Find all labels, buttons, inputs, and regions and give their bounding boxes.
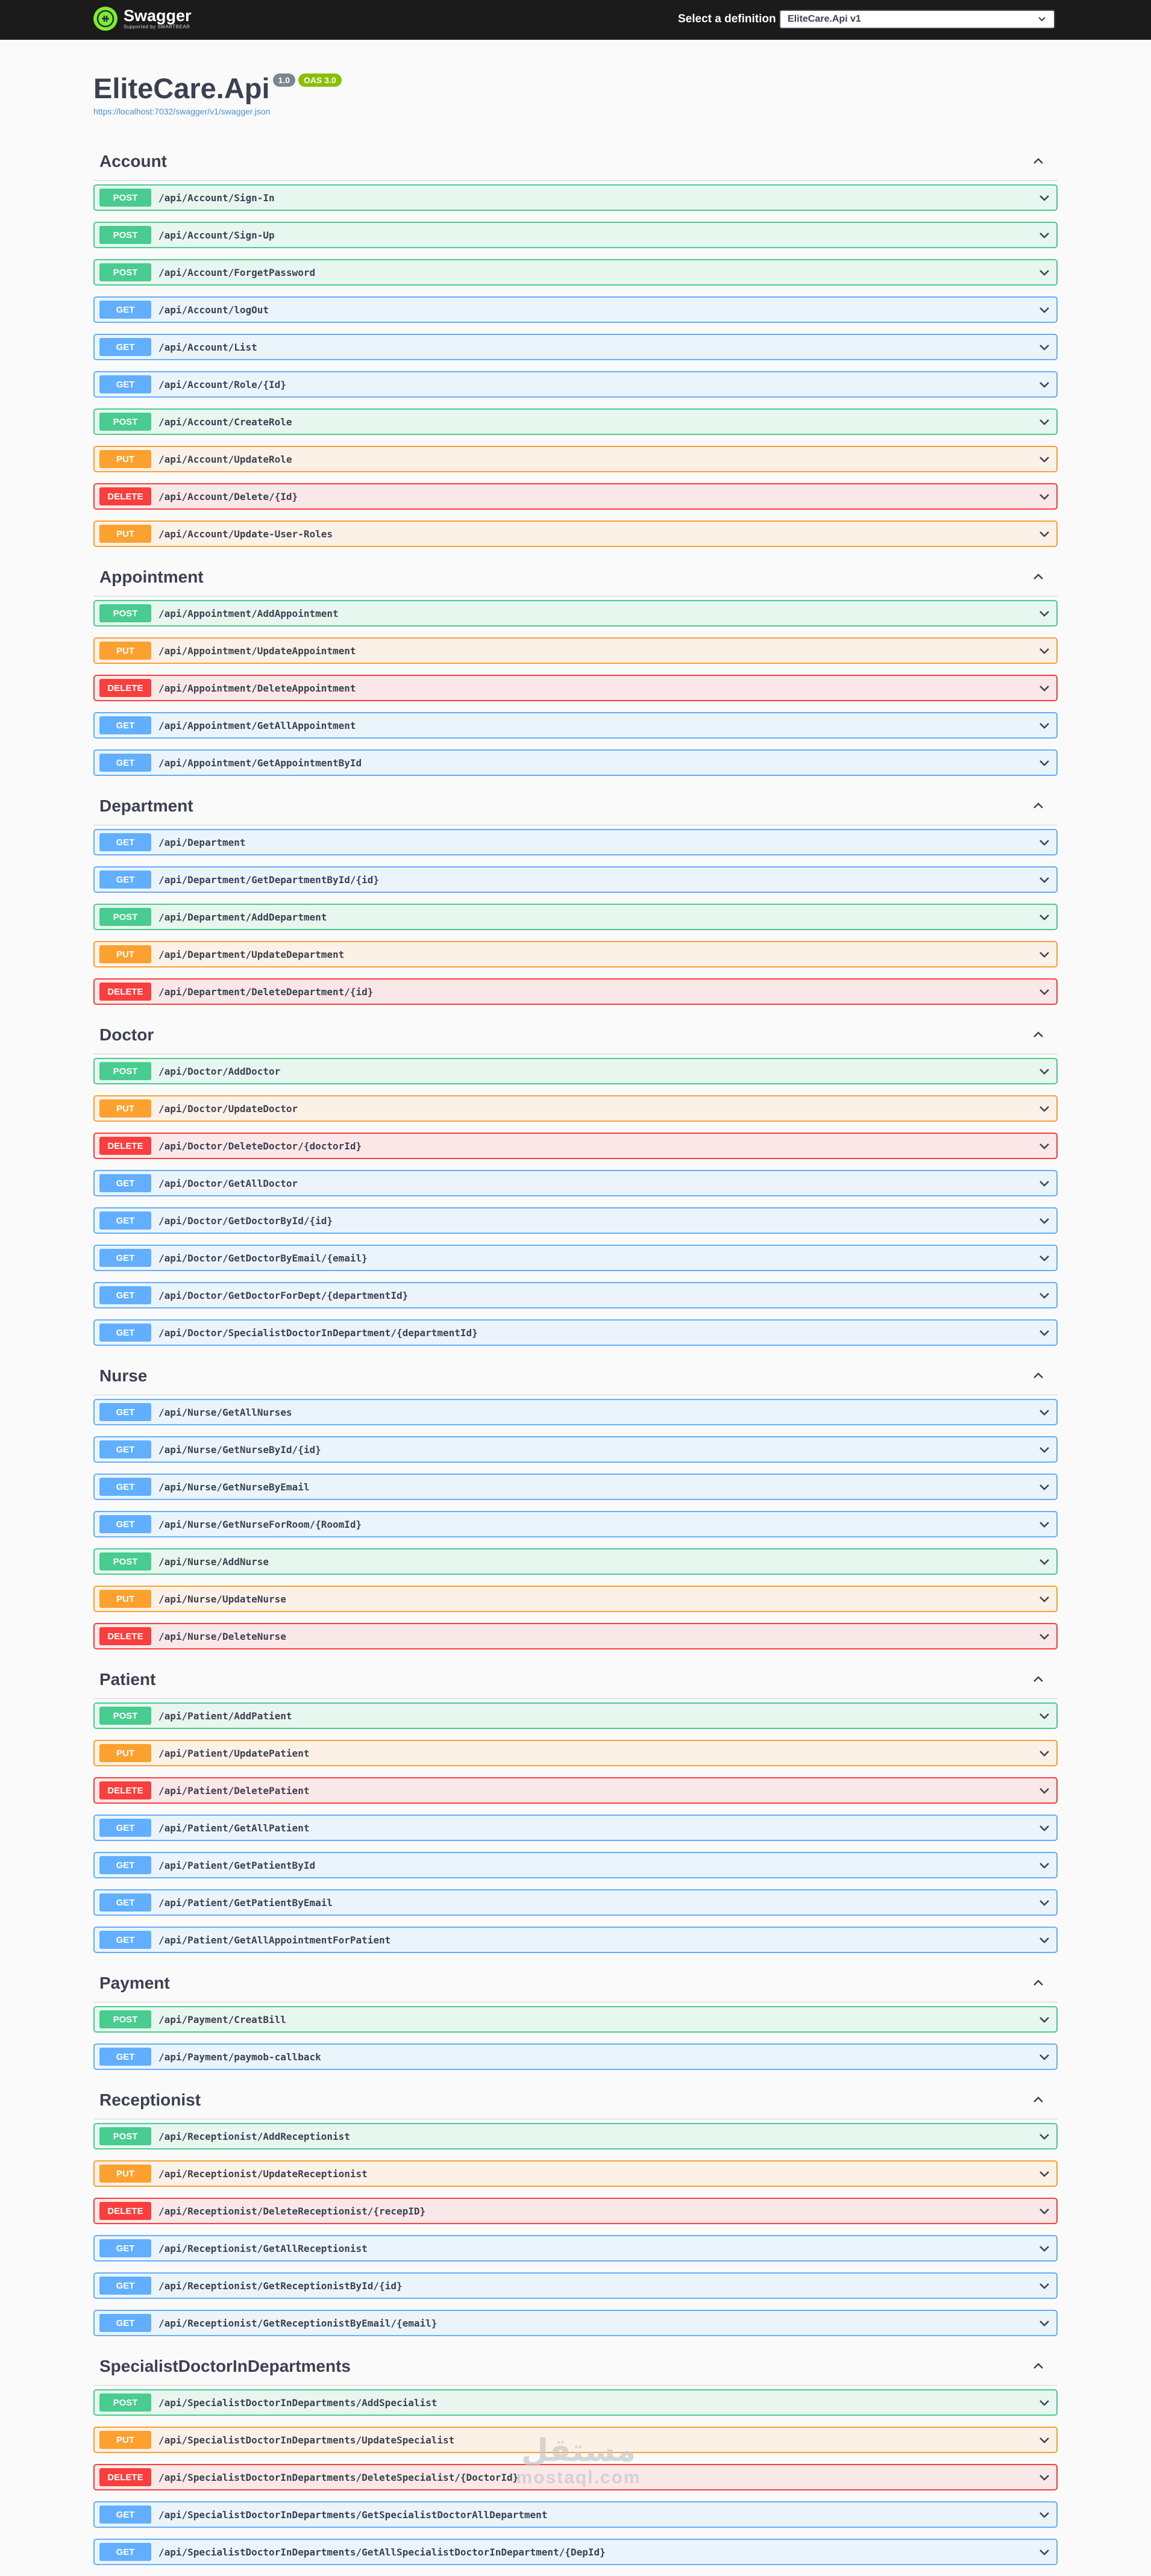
chevron-down-icon[interactable] bbox=[1037, 1629, 1052, 1643]
oas-badge: OAS 3.0 bbox=[298, 73, 342, 87]
operation-row[interactable] bbox=[93, 600, 1058, 627]
method-badge: PUT bbox=[99, 642, 151, 660]
operation-path: /api/Doctor/SpecialistDoctorInDepartment/{departmentId} bbox=[158, 1327, 478, 1339]
operation-row[interactable] bbox=[93, 1889, 1058, 1916]
chevron-down-icon[interactable] bbox=[1037, 1895, 1052, 1910]
method-badge: POST bbox=[99, 2010, 151, 2028]
tag-header[interactable] bbox=[93, 2347, 1058, 2386]
tag-section-payment bbox=[93, 1964, 1058, 2070]
chevron-down-icon[interactable] bbox=[1037, 489, 1052, 504]
method-badge: GET bbox=[99, 1931, 151, 1949]
operation-path: /api/Receptionist/GetReceptionistById/{id} bbox=[158, 2280, 403, 2292]
chevron-down-icon[interactable] bbox=[1037, 2166, 1052, 2181]
tag-header[interactable] bbox=[93, 558, 1058, 596]
operation-path: /api/Receptionist/GetAllReceptionist bbox=[158, 2242, 368, 2254]
chevron-up-icon bbox=[1031, 1672, 1046, 1687]
chevron-down-icon[interactable] bbox=[1037, 190, 1052, 205]
chevron-up-icon bbox=[1031, 2093, 1046, 2107]
topbar bbox=[0, 0, 1151, 40]
operation-row[interactable] bbox=[93, 1702, 1058, 1729]
operation-path: /api/Nurse/GetNurseByEmail bbox=[158, 1481, 310, 1493]
chevron-down-icon[interactable] bbox=[1037, 414, 1052, 429]
watermark-latin: mostaql.com bbox=[516, 2468, 641, 2487]
chevron-down-icon[interactable] bbox=[1037, 1139, 1052, 1153]
operation-row[interactable] bbox=[93, 334, 1058, 360]
operations-list bbox=[93, 142, 1058, 2576]
chevron-down-icon[interactable] bbox=[1037, 2012, 1052, 2027]
operation-path: /api/Patient/GetAllPatient bbox=[158, 1822, 310, 1834]
operation-path: /api/Department bbox=[158, 836, 246, 848]
chevron-down-icon[interactable] bbox=[1037, 872, 1052, 887]
chevron-down-icon[interactable] bbox=[1037, 1933, 1052, 1947]
operation-row[interactable] bbox=[93, 483, 1058, 510]
operation-path: /api/Account/Update-User-Roles bbox=[158, 528, 333, 540]
operation-path: /api/Appointment/UpdateAppointment bbox=[158, 645, 356, 657]
operation-row[interactable] bbox=[93, 2389, 1058, 2416]
operation-row[interactable] bbox=[93, 1170, 1058, 1196]
method-badge: GET bbox=[99, 338, 151, 356]
tag-section-nurse bbox=[93, 1357, 1058, 1649]
tag-section-patient bbox=[93, 1660, 1058, 1953]
operation-path: /api/Patient/GetPatientById bbox=[158, 1859, 316, 1871]
method-badge: PUT bbox=[99, 945, 151, 963]
tag-section-receptionist bbox=[93, 2081, 1058, 2336]
method-badge: GET bbox=[99, 716, 151, 734]
chevron-down-icon[interactable] bbox=[1037, 1176, 1052, 1190]
tag-name: Nurse bbox=[99, 1366, 148, 1385]
operation-path: /api/Doctor/GetDoctorByEmail/{email} bbox=[158, 1252, 368, 1264]
method-badge: GET bbox=[99, 1478, 151, 1496]
chevron-down-icon[interactable] bbox=[1037, 1442, 1052, 1457]
chevron-down-icon[interactable] bbox=[1037, 910, 1052, 924]
method-badge: GET bbox=[99, 301, 151, 319]
tag-name: Payment bbox=[99, 1973, 170, 1992]
operation-path: /api/Nurse/UpdateNurse bbox=[158, 1593, 286, 1605]
chevron-up-icon bbox=[1031, 154, 1046, 169]
method-badge: DELETE bbox=[99, 679, 151, 697]
chevron-down-icon[interactable] bbox=[1037, 755, 1052, 770]
operation-path: /api/Patient/GetPatientByEmail bbox=[158, 1896, 333, 1909]
chevron-down-icon[interactable] bbox=[1037, 1708, 1052, 1723]
operation-row[interactable] bbox=[93, 521, 1058, 547]
chevron-down-icon[interactable] bbox=[1037, 2241, 1052, 2256]
chevron-up-icon bbox=[1031, 1369, 1046, 1383]
operation-row[interactable] bbox=[93, 446, 1058, 472]
operation-row[interactable] bbox=[93, 1399, 1058, 1425]
logo-subtitle: Supported by SMARTBEAR bbox=[124, 24, 190, 30]
tag-name: SpecialistDoctorInDepartments bbox=[99, 2356, 351, 2375]
operation-row[interactable] bbox=[93, 749, 1058, 776]
chevron-down-icon[interactable] bbox=[1037, 2470, 1052, 2484]
operation-row[interactable] bbox=[93, 1852, 1058, 1878]
operation-row[interactable] bbox=[93, 2043, 1058, 2070]
method-badge: DELETE bbox=[99, 1137, 151, 1155]
method-badge: GET bbox=[99, 2277, 151, 2295]
chevron-up-icon bbox=[1031, 2359, 1046, 2374]
method-badge: DELETE bbox=[99, 1781, 151, 1799]
operation-row[interactable] bbox=[93, 978, 1058, 1005]
operation-row[interactable] bbox=[93, 2006, 1058, 2033]
chevron-down-icon[interactable] bbox=[1037, 1592, 1052, 1606]
method-badge: POST bbox=[99, 226, 151, 244]
operation-row[interactable] bbox=[93, 2501, 1058, 2528]
method-badge: GET bbox=[99, 1211, 151, 1230]
operation-path: /api/Account/Delete/{Id} bbox=[158, 490, 298, 502]
tag-name: Department bbox=[99, 796, 193, 815]
operation-path: /api/SpecialistDoctorInDepartments/DeleteSpecialist/{DoctorId} bbox=[158, 2471, 519, 2483]
operation-path: /api/Appointment/GetAppointmentById bbox=[158, 757, 362, 769]
tag-header[interactable] bbox=[93, 142, 1058, 181]
chevron-down-icon[interactable] bbox=[1037, 2395, 1052, 2410]
operation-path: /api/Appointment/AddAppointment bbox=[158, 607, 339, 619]
operation-path: /api/Account/logOut bbox=[158, 304, 269, 316]
chevron-down-icon[interactable] bbox=[1037, 718, 1052, 733]
tag-header[interactable] bbox=[93, 1357, 1058, 1395]
tag-header[interactable] bbox=[93, 2081, 1058, 2119]
chevron-down-icon[interactable] bbox=[1037, 452, 1052, 466]
operation-path: /api/Appointment/DeleteAppointment bbox=[158, 682, 356, 694]
operation-path: /api/Account/UpdateRole bbox=[158, 453, 292, 465]
watermark-arabic: مستقل bbox=[521, 2433, 636, 2469]
operation-path: /api/Doctor/GetDoctorById/{id} bbox=[158, 1215, 333, 1227]
method-badge: POST bbox=[99, 1062, 151, 1080]
chevron-down-icon[interactable] bbox=[1037, 681, 1052, 695]
operation-path: /api/Account/CreateRole bbox=[158, 416, 292, 428]
operation-path: /api/SpecialistDoctorInDepartments/GetAllSpecialistDoctorInDepartment/{DepId} bbox=[158, 2546, 606, 2558]
version-badge: 1.0 bbox=[273, 73, 295, 87]
method-badge: GET bbox=[99, 833, 151, 851]
operation-row[interactable] bbox=[93, 1548, 1058, 1575]
chevron-down-icon[interactable] bbox=[1037, 1405, 1052, 1419]
operation-path: /api/Patient/DeletePatient bbox=[158, 1784, 310, 1796]
tag-section-doctor bbox=[93, 1016, 1058, 1346]
chevron-down-icon[interactable] bbox=[1037, 643, 1052, 658]
operation-row[interactable] bbox=[93, 2235, 1058, 2262]
tag-header[interactable] bbox=[93, 1964, 1058, 2002]
operation-row[interactable] bbox=[93, 2272, 1058, 2299]
operation-row[interactable] bbox=[93, 2123, 1058, 2149]
method-badge: GET bbox=[99, 1249, 151, 1267]
method-badge: GET bbox=[99, 2048, 151, 2066]
method-badge: GET bbox=[99, 871, 151, 889]
operation-path: /api/Account/List bbox=[158, 341, 257, 353]
operation-row[interactable] bbox=[93, 1095, 1058, 1122]
method-badge: GET bbox=[99, 1324, 151, 1342]
chevron-down-icon[interactable] bbox=[1037, 377, 1052, 392]
operation-path: /api/Doctor/AddDoctor bbox=[158, 1065, 281, 1077]
method-badge: GET bbox=[99, 1286, 151, 1304]
method-badge: PUT bbox=[99, 1099, 151, 1118]
method-badge: GET bbox=[99, 1819, 151, 1837]
chevron-down-icon[interactable] bbox=[1037, 2278, 1052, 2293]
method-badge: GET bbox=[99, 754, 151, 772]
swagger-logo-icon bbox=[93, 7, 118, 31]
operation-row[interactable] bbox=[93, 866, 1058, 893]
chevron-down-icon[interactable] bbox=[1037, 1064, 1052, 1078]
operation-row[interactable] bbox=[93, 1474, 1058, 1500]
chevron-down-icon[interactable] bbox=[1037, 1101, 1052, 1116]
operation-path: /api/Doctor/DeleteDoctor/{doctorId} bbox=[158, 1140, 362, 1152]
tag-header[interactable] bbox=[93, 787, 1058, 825]
chevron-down-icon[interactable] bbox=[1037, 2204, 1052, 2218]
method-badge: DELETE bbox=[99, 2468, 151, 2486]
chevron-down-icon[interactable] bbox=[1037, 228, 1052, 242]
method-badge: GET bbox=[99, 1893, 151, 1912]
method-badge: DELETE bbox=[99, 487, 151, 505]
chevron-down-icon bbox=[1037, 14, 1047, 24]
operation-row[interactable] bbox=[93, 829, 1058, 855]
method-badge: POST bbox=[99, 908, 151, 926]
operation-path: /api/Receptionist/UpdateReceptionist bbox=[158, 2168, 368, 2180]
method-badge: GET bbox=[99, 1403, 151, 1421]
chevron-up-icon bbox=[1031, 799, 1046, 813]
operation-path: /api/Patient/AddPatient bbox=[158, 1710, 292, 1722]
operation-row[interactable] bbox=[93, 712, 1058, 739]
operation-path: /api/Account/ForgetPassword bbox=[158, 266, 316, 278]
method-badge: POST bbox=[99, 1552, 151, 1571]
operation-row[interactable] bbox=[93, 675, 1058, 701]
operation-path: /api/Nurse/DeleteNurse bbox=[158, 1630, 286, 1642]
chevron-down-icon[interactable] bbox=[1037, 1517, 1052, 1531]
operation-path: /api/Nurse/GetNurseById/{id} bbox=[158, 1443, 321, 1455]
method-badge: POST bbox=[99, 2127, 151, 2145]
operation-path: /api/Receptionist/GetReceptionistByEmail/{email} bbox=[158, 2317, 438, 2329]
operation-row[interactable] bbox=[93, 1319, 1058, 1346]
tag-section-account bbox=[93, 142, 1058, 547]
chevron-down-icon[interactable] bbox=[1037, 302, 1052, 317]
chevron-down-icon[interactable] bbox=[1037, 1821, 1052, 1835]
chevron-up-icon bbox=[1031, 1976, 1046, 1990]
chevron-down-icon[interactable] bbox=[1037, 1746, 1052, 1760]
chevron-down-icon[interactable] bbox=[1037, 1783, 1052, 1798]
operation-row[interactable] bbox=[93, 1436, 1058, 1463]
chevron-down-icon[interactable] bbox=[1037, 1288, 1052, 1302]
method-badge: POST bbox=[99, 2393, 151, 2412]
operation-path: /api/Doctor/UpdateDoctor bbox=[158, 1102, 298, 1114]
operation-path: /api/Payment/CreatBill bbox=[158, 2013, 286, 2025]
chevron-down-icon[interactable] bbox=[1037, 835, 1052, 849]
operation-path: /api/SpecialistDoctorInDepartments/UpdateSpecialist bbox=[158, 2434, 455, 2446]
method-badge: GET bbox=[99, 2314, 151, 2332]
operation-row[interactable] bbox=[93, 2198, 1058, 2224]
tag-name: Receptionist bbox=[99, 2090, 201, 2109]
method-badge: GET bbox=[99, 2239, 151, 2257]
method-badge: GET bbox=[99, 375, 151, 393]
tag-name: Doctor bbox=[99, 1025, 154, 1044]
operation-row[interactable] bbox=[93, 1815, 1058, 1841]
tag-section-appointment bbox=[93, 558, 1058, 776]
method-badge: DELETE bbox=[99, 1627, 151, 1645]
definition-label: Select a definition bbox=[678, 13, 776, 25]
tag-header[interactable] bbox=[93, 1660, 1058, 1699]
operation-path: /api/Nurse/AddNurse bbox=[158, 1555, 269, 1568]
operation-path: /api/Payment/paymob-callback bbox=[158, 2051, 321, 2063]
operation-path: /api/Nurse/GetNurseForRoom/{RoomId} bbox=[158, 1518, 362, 1530]
method-badge: PUT bbox=[99, 2431, 151, 2449]
operation-row[interactable] bbox=[93, 1207, 1058, 1234]
operation-path: /api/Department/GetDepartmentById/{id} bbox=[158, 874, 380, 886]
operation-path: /api/SpecialistDoctorInDepartments/AddSpecialist bbox=[158, 2396, 438, 2409]
method-badge: POST bbox=[99, 413, 151, 431]
chevron-down-icon[interactable] bbox=[1037, 527, 1052, 541]
operation-row[interactable] bbox=[93, 1586, 1058, 1612]
operation-path: /api/SpecialistDoctorInDepartments/GetSpecialistDoctorAllDepartment bbox=[158, 2509, 548, 2521]
operation-row[interactable] bbox=[93, 1282, 1058, 1308]
method-badge: PUT bbox=[99, 525, 151, 543]
operation-row[interactable] bbox=[93, 2160, 1058, 2187]
operation-path: /api/Patient/GetAllAppointmentForPatient bbox=[158, 1934, 391, 1946]
method-badge: PUT bbox=[99, 1744, 151, 1762]
tag-name: Appointment bbox=[99, 567, 204, 586]
chevron-down-icon[interactable] bbox=[1037, 2129, 1052, 2143]
operation-row[interactable] bbox=[93, 1058, 1058, 1084]
tag-section-department bbox=[93, 787, 1058, 1005]
operation-row[interactable] bbox=[93, 371, 1058, 398]
chevron-up-icon bbox=[1031, 1028, 1046, 1042]
chevron-down-icon[interactable] bbox=[1037, 606, 1052, 621]
operation-row[interactable] bbox=[93, 1927, 1058, 1953]
chevron-up-icon bbox=[1031, 570, 1046, 584]
operation-row[interactable] bbox=[93, 1133, 1058, 1159]
method-badge: GET bbox=[99, 2543, 151, 2561]
chevron-down-icon[interactable] bbox=[1037, 2507, 1052, 2522]
api-info bbox=[93, 72, 342, 116]
watermark bbox=[506, 2434, 651, 2488]
operation-row[interactable] bbox=[93, 941, 1058, 968]
api-title: EliteCare.Api bbox=[93, 72, 270, 104]
tag-header[interactable] bbox=[93, 1016, 1058, 1054]
operation-row[interactable] bbox=[93, 1777, 1058, 1804]
operation-row[interactable] bbox=[93, 2539, 1058, 2565]
chevron-down-icon[interactable] bbox=[1037, 265, 1052, 280]
method-badge: POST bbox=[99, 1707, 151, 1725]
tag-name: Account bbox=[99, 151, 167, 170]
operation-row[interactable] bbox=[93, 184, 1058, 211]
logo-name: Swagger bbox=[124, 7, 192, 25]
method-badge: POST bbox=[99, 189, 151, 207]
operation-path: /api/Patient/UpdatePatient bbox=[158, 1747, 310, 1759]
operation-path: /api/Receptionist/AddReceptionist bbox=[158, 2130, 350, 2142]
method-badge: PUT bbox=[99, 2165, 151, 2183]
operation-row[interactable] bbox=[93, 296, 1058, 323]
method-badge: GET bbox=[99, 2506, 151, 2524]
method-badge: DELETE bbox=[99, 983, 151, 1001]
chevron-down-icon[interactable] bbox=[1037, 1858, 1052, 1872]
operation-path: /api/Account/Sign-Up bbox=[158, 229, 275, 241]
method-badge: PUT bbox=[99, 450, 151, 468]
method-badge: GET bbox=[99, 1515, 151, 1533]
operation-row[interactable] bbox=[93, 1740, 1058, 1766]
method-badge: GET bbox=[99, 1174, 151, 1192]
definition-value: EliteCare.Api v1 bbox=[788, 14, 861, 24]
chevron-down-icon[interactable] bbox=[1037, 2049, 1052, 2064]
definition-select[interactable] bbox=[779, 10, 1055, 29]
chevron-down-icon[interactable] bbox=[1037, 947, 1052, 961]
operation-path: /api/Doctor/GetDoctorForDept/{departmentId} bbox=[158, 1289, 409, 1301]
operation-path: /api/Department/DeleteDepartment/{id} bbox=[158, 986, 374, 998]
operation-path: /api/Appointment/GetAllAppointment bbox=[158, 719, 356, 731]
chevron-down-icon[interactable] bbox=[1037, 1325, 1052, 1340]
method-badge: DELETE bbox=[99, 2202, 151, 2220]
method-badge: POST bbox=[99, 604, 151, 622]
operation-row[interactable] bbox=[93, 637, 1058, 664]
operation-path: /api/Department/AddDepartment bbox=[158, 911, 327, 923]
spec-url-link[interactable]: https://localhost:7032/swagger/v1/swagger.json bbox=[93, 107, 271, 116]
chevron-down-icon[interactable] bbox=[1037, 984, 1052, 999]
operation-row[interactable] bbox=[93, 408, 1058, 435]
chevron-down-icon[interactable] bbox=[1037, 340, 1052, 354]
tag-name: Patient bbox=[99, 1669, 156, 1689]
operation-row[interactable] bbox=[93, 904, 1058, 930]
chevron-down-icon[interactable] bbox=[1037, 1213, 1052, 1228]
operation-row[interactable] bbox=[93, 1511, 1058, 1537]
method-badge: GET bbox=[99, 1440, 151, 1458]
operation-path: /api/Doctor/GetAllDoctor bbox=[158, 1177, 298, 1189]
chevron-down-icon[interactable] bbox=[1037, 1554, 1052, 1569]
operation-row[interactable] bbox=[93, 1245, 1058, 1271]
operation-path: /api/Receptionist/DeleteReceptionist/{recepID} bbox=[158, 2205, 426, 2217]
operation-path: /api/Account/Sign-In bbox=[158, 192, 275, 204]
operation-path: /api/Account/Role/{Id} bbox=[158, 378, 286, 390]
swagger-logo[interactable] bbox=[93, 7, 192, 31]
operation-row[interactable] bbox=[93, 1623, 1058, 1649]
chevron-down-icon[interactable] bbox=[1037, 1480, 1052, 1494]
operation-row[interactable] bbox=[93, 222, 1058, 248]
method-badge: PUT bbox=[99, 1590, 151, 1608]
chevron-down-icon[interactable] bbox=[1037, 1251, 1052, 1265]
operation-path: /api/Nurse/GetAllNurses bbox=[158, 1406, 292, 1418]
operation-row[interactable] bbox=[93, 259, 1058, 286]
method-badge: POST bbox=[99, 263, 151, 281]
chevron-down-icon[interactable] bbox=[1037, 2316, 1052, 2330]
chevron-down-icon[interactable] bbox=[1037, 2433, 1052, 2447]
method-badge: GET bbox=[99, 1856, 151, 1874]
operation-path: /api/Department/UpdateDepartment bbox=[158, 948, 345, 960]
operation-row[interactable] bbox=[93, 2310, 1058, 2336]
